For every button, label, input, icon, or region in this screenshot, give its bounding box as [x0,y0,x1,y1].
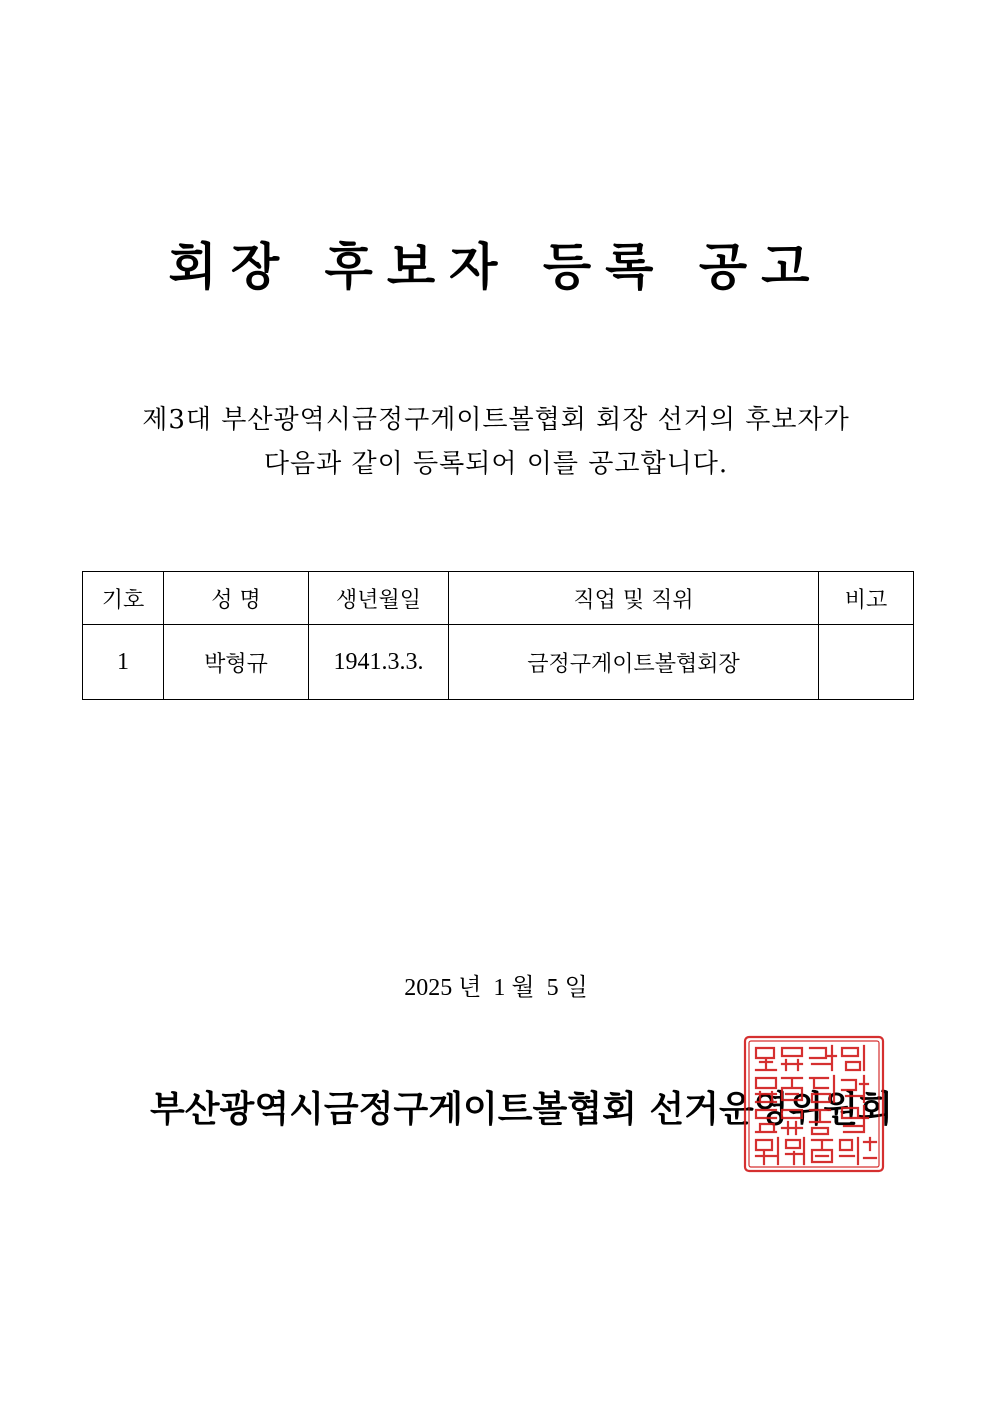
header-birth-date: 생년월일 [309,572,449,625]
official-seal-stamp [742,1034,886,1174]
header-number: 기호 [83,572,164,625]
candidate-remarks [819,625,914,700]
candidate-occupation: 금정구게이트볼협회장 [449,625,819,700]
candidate-birth-date: 1941.3.3. [309,625,449,700]
header-occupation: 직업 및 직위 [449,572,819,625]
announcement-line-1: 제3대 부산광역시금정구게이트볼협회 회장 선거의 후보자가 [142,405,850,435]
announcement-date: 2025 년 1 월 5 일 [404,975,588,1001]
organization-name: 부산광역시금정구게이트볼협회 선거운영위원회 [150,1088,893,1130]
candidate-table [82,571,914,700]
header-name: 성 명 [164,572,309,625]
document-title: 회장 후보자 등록 공고 [168,237,824,296]
table-row [83,625,914,700]
candidate-name: 박형규 [164,625,309,700]
announcement-line-2: 다음과 같이 등록되어 이를 공고합니다. [263,449,729,479]
header-remarks: 비고 [819,572,914,625]
candidate-number: 1 [83,625,164,700]
announcement-body [0,398,992,486]
table-header-row [83,572,914,625]
